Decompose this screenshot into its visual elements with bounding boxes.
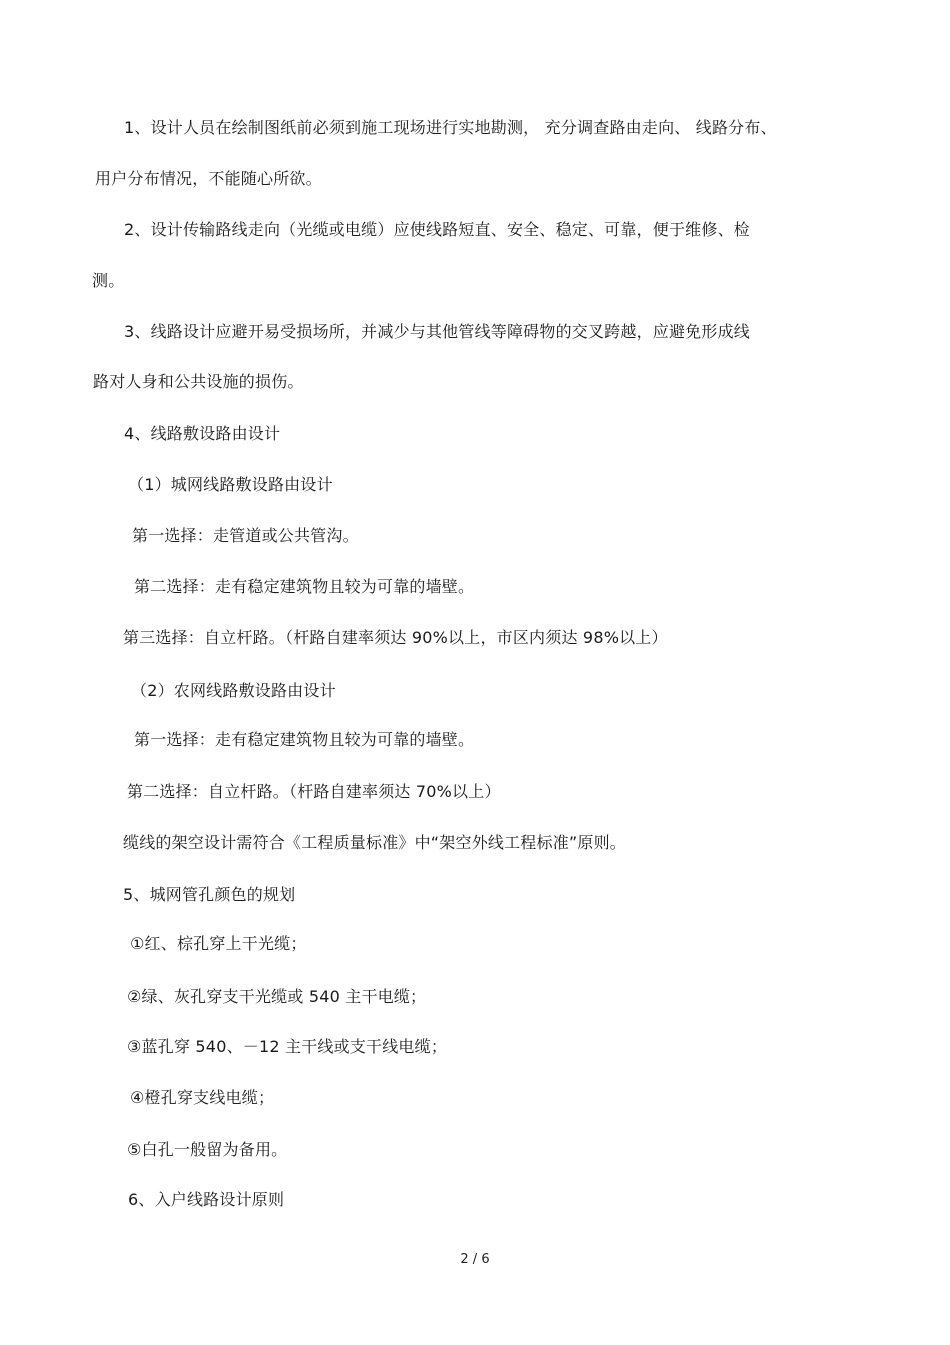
urban-option-3: 第三选择：自立杆路。（杆路自建率须达 90%以上，市区内须达 98%以上） bbox=[123, 628, 668, 647]
section-heading-5: 5、城网管孔颜色的规划 bbox=[123, 885, 296, 904]
paragraph-1-line-1: 1、设计人员在绘制图纸前必须到施工现场进行实地勘测， 充分调查路由走向、 线路分布、 bbox=[124, 118, 777, 137]
urban-option-2: 第二选择：走有稳定建筑物且较为可靠的墙壁。 bbox=[134, 577, 475, 596]
pipe-color-item-5: ⑤白孔一般留为备用。 bbox=[127, 1140, 288, 1159]
subsection-heading-2: （2）农网线路敷设路由设计 bbox=[131, 681, 336, 700]
pipe-color-item-2: ②绿、灰孔穿支干光缆或 540 主干电缆； bbox=[127, 987, 427, 1006]
paragraph-3-line-1: 3、线路设计应避开易受损场所，并减少与其他管线等障碍物的交叉跨越，应避免形成线 bbox=[124, 322, 750, 341]
section-heading-4: 4、线路敷设路由设计 bbox=[124, 424, 281, 443]
subsection-heading-1: （1）城网线路敷设路由设计 bbox=[128, 475, 333, 494]
pipe-color-item-4: ④橙孔穿支线电缆； bbox=[130, 1088, 275, 1107]
paragraph-2-line-1: 2、设计传输路线走向（光缆或电缆）应使线路短直、安全、稳定、可靠，便于维修、检 bbox=[124, 220, 750, 239]
overhead-design-note: 缆线的架空设计需符合《工程质量标准》中“架空外线工程标准”原则。 bbox=[123, 833, 626, 852]
paragraph-3-line-2: 路对人身和公共设施的损伤。 bbox=[93, 372, 304, 391]
section-heading-6: 6、入户线路设计原则 bbox=[128, 1190, 285, 1209]
page-number: 2 / 6 bbox=[460, 1252, 490, 1267]
rural-option-2: 第二选择：自立杆路。（杆路自建率须达 70%以上） bbox=[127, 782, 501, 801]
urban-option-1: 第一选择：走管道或公共管沟。 bbox=[132, 526, 359, 545]
pipe-color-item-3: ③蓝孔穿 540、－12 主干线或支干线电缆； bbox=[127, 1037, 448, 1056]
rural-option-1: 第一选择：走有稳定建筑物且较为可靠的墙壁。 bbox=[134, 730, 475, 749]
paragraph-2-line-2: 测。 bbox=[92, 271, 125, 290]
paragraph-1-line-2: 用户分布情况，不能随心所欲。 bbox=[95, 169, 322, 188]
pipe-color-item-1: ①红、棕孔穿上干光缆； bbox=[130, 934, 307, 953]
